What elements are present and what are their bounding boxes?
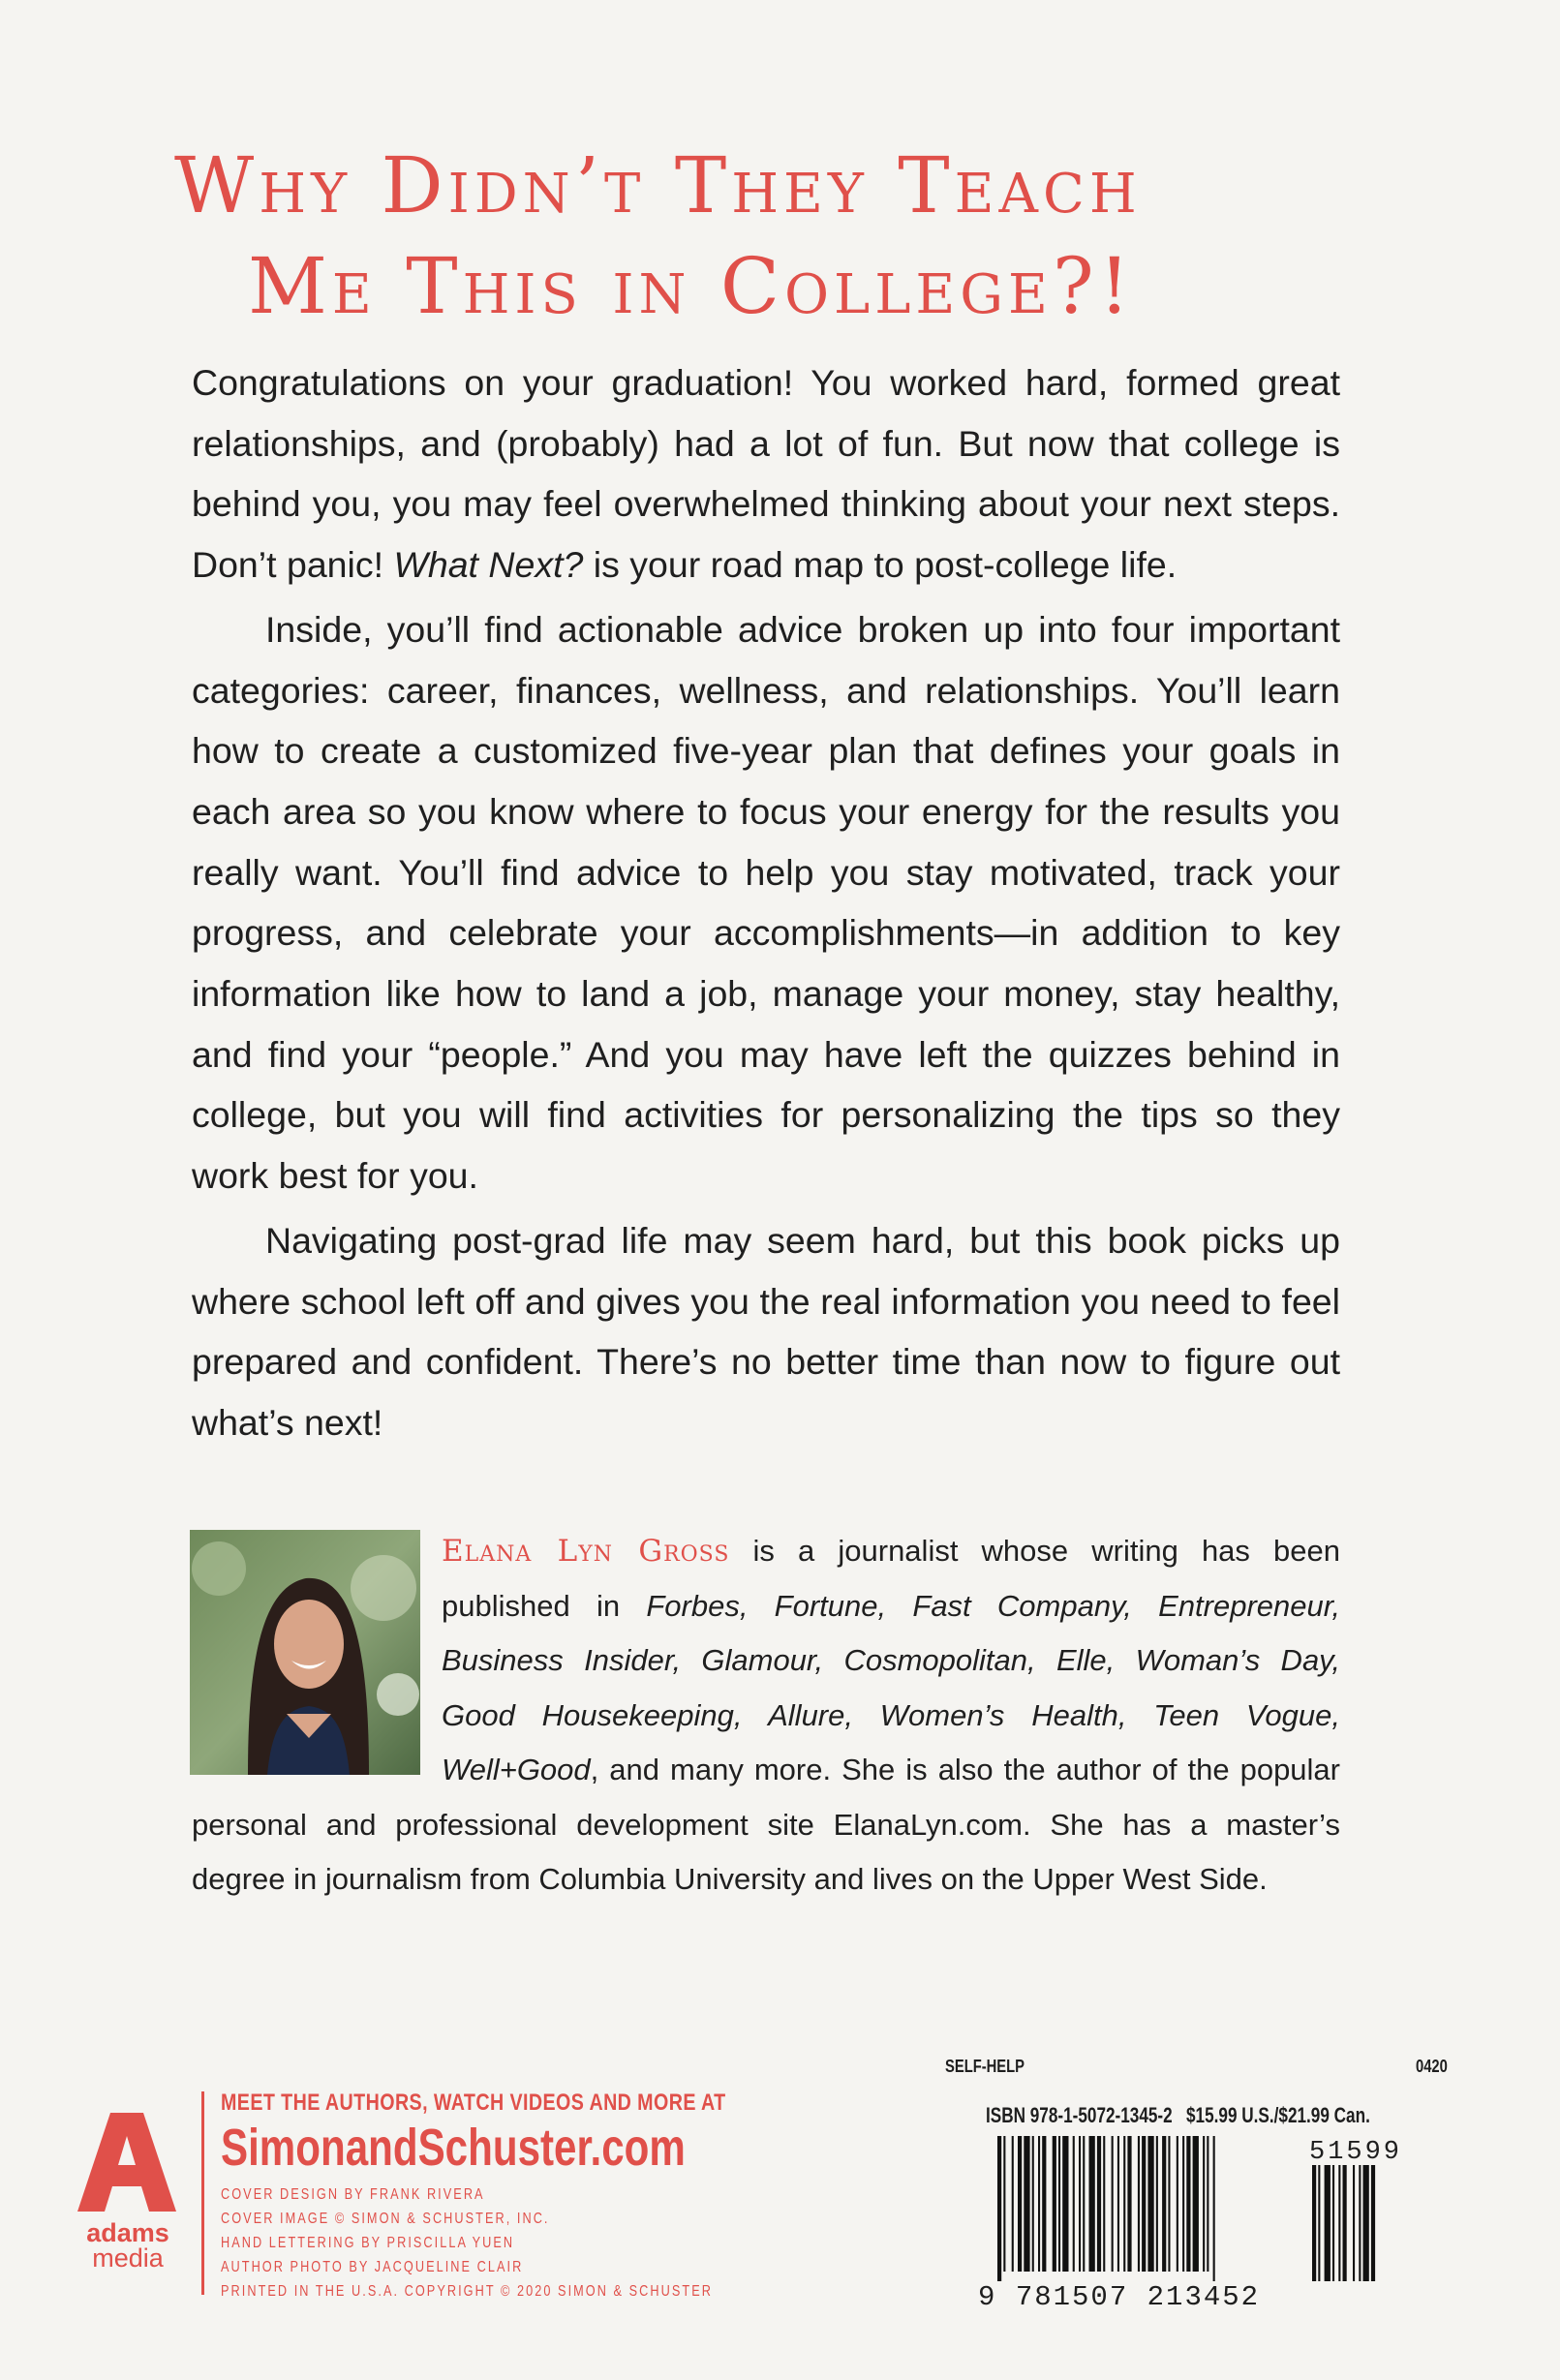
print-code: 0420 xyxy=(1416,2057,1448,2076)
barcode-addon-bar xyxy=(1371,2165,1375,2281)
author-bio xyxy=(192,1524,1340,1907)
barcode-addon-bar xyxy=(1359,2165,1361,2281)
barcode-bar xyxy=(1193,2136,1199,2272)
logo-word-media: media xyxy=(92,2243,164,2273)
barcode-digits xyxy=(978,2281,1260,2313)
barcode-left-digits: 781507 xyxy=(1015,2281,1129,2313)
barcode-bar xyxy=(1103,2136,1105,2272)
barcode-bar xyxy=(1058,2136,1060,2272)
barcode-bar xyxy=(1207,2136,1208,2272)
barcode-bar xyxy=(1089,2136,1095,2272)
barcode-bar xyxy=(1079,2136,1081,2272)
barcode-bar xyxy=(1003,2136,1005,2272)
credit-line: HAND LETTERING BY PRISCILLA YUEN xyxy=(221,2235,515,2251)
publisher-promo xyxy=(221,2090,837,2304)
barcode-bar xyxy=(1073,2136,1075,2272)
barcode-right-digits: 213452 xyxy=(1147,2281,1261,2313)
barcode-bar xyxy=(1097,2136,1101,2272)
bio-publications: Forbes, Fortune, Fast Company, Entrepreneur, Business Insider, Glamour, Cosmopolitan, Elle, Woman’s Day, Good Housekeeping, Allure, Women’s Health, Teen Vogue, Well+Good xyxy=(442,1588,1340,1786)
barcode-bar xyxy=(1147,2136,1153,2272)
barcode-bar xyxy=(997,2136,1001,2281)
barcode-bar xyxy=(1024,2136,1029,2272)
barcode-bar xyxy=(1127,2136,1131,2272)
barcode-lead-digit: 9 xyxy=(978,2281,997,2313)
barcode-bar xyxy=(1083,2136,1085,2272)
book-title-ref: What Next? xyxy=(393,544,584,586)
description-paragraph-1 xyxy=(192,352,1340,595)
barcode-bar xyxy=(1042,2136,1046,2272)
barcode-bar xyxy=(1203,2136,1205,2272)
barcode-addon-bar xyxy=(1332,2165,1334,2281)
photo-spacer xyxy=(192,1524,442,1778)
credits xyxy=(221,2182,726,2304)
barcode-bar xyxy=(1012,2136,1014,2272)
credit-line: COVER DESIGN BY FRANK RIVERA xyxy=(221,2186,485,2203)
description-text: is your road map to post-college life. xyxy=(583,544,1178,586)
barcode-bar xyxy=(1156,2136,1158,2272)
headline-line-1: Why Didn’t They Teach xyxy=(174,140,1142,230)
author-name: Elana Lyn Gross xyxy=(442,1534,730,1569)
barcode-bar xyxy=(1186,2136,1190,2272)
promo-line: MEET THE AUTHORS, WATCH VIDEOS AND MORE AT xyxy=(221,2090,726,2116)
divider-line xyxy=(201,2091,204,2295)
credit-line: PRINTED IN THE U.S.A. COPYRIGHT © 2020 SIMON & SCHUSTER xyxy=(221,2283,713,2300)
publisher-website: SimonandSchuster.com xyxy=(221,2119,686,2177)
barcode-bar xyxy=(1117,2136,1119,2272)
barcode-addon-bar xyxy=(1363,2165,1369,2281)
adams-media-logo xyxy=(70,2109,186,2271)
barcode-bar xyxy=(1138,2136,1140,2272)
headline-line-2: Me This in College?! xyxy=(248,241,1135,331)
barcode-bar xyxy=(1053,2136,1056,2272)
shelving-category: SELF-HELP xyxy=(945,2057,1025,2076)
price: $15.99 U.S./$21.99 Can. xyxy=(1186,2103,1370,2127)
barcode-addon-digits: 51599 xyxy=(1309,2138,1403,2167)
barcode-addon-bar xyxy=(1312,2165,1316,2281)
barcode-bar xyxy=(1162,2136,1166,2272)
barcode-bar xyxy=(1112,2136,1114,2272)
barcode-addon-bar xyxy=(1343,2165,1347,2281)
barcode-bar xyxy=(1038,2136,1040,2272)
barcode-addon-bar xyxy=(1338,2165,1340,2281)
barcode-bar xyxy=(1032,2136,1034,2272)
barcode-addon-bar xyxy=(1353,2165,1355,2281)
barcode-bar xyxy=(1177,2136,1178,2272)
barcode-bar xyxy=(1182,2136,1184,2272)
bio-intro: is a journalist whose writing has been published in xyxy=(442,1534,1340,1623)
barcode-bar xyxy=(1018,2136,1022,2272)
barcode-addon-bar xyxy=(1318,2165,1320,2281)
barcode-addon-bar xyxy=(1325,2165,1331,2281)
description-text: Congratulations on your graduation! You worked hard, formed great relationships, and (probably) had a lot of fun. But now that college is behind you, you may feel overwhelmed thinking about your next steps. Don’t panic! xyxy=(192,362,1340,586)
isbn-price-line xyxy=(986,2103,1370,2128)
barcode-bar xyxy=(1062,2136,1068,2272)
back-cover-headline xyxy=(174,136,1394,337)
description-paragraph-2: Inside, you’ll find actionable advice broken up into four important categories: career, finances, wellness, and relationships. You’ll learn how to create a customized five-year plan that defines your goals in each area so you know where to focus your energy for the results you really want. You’ll find advice to help you stay motivated, track your progress, and celebrate your accomplishments—in addition to key information like how to land a job, manage your money, stay healthy, and find your “people.” And you may have left the quizzes behind in college, but you will find activities for personalizing the tips so they work best for you. xyxy=(192,608,1340,1197)
description-paragraph-3: Navigating post-grad life may seem hard, but this book picks up where school left off and gives you the real information you need to feel prepared and confident. There’s no better time than now to figure out what’s next! xyxy=(192,1219,1340,1443)
barcode-bar xyxy=(1123,2136,1125,2272)
barcode-bar xyxy=(1142,2136,1146,2272)
credit-line: AUTHOR PHOTO BY JACQUELINE CLAIR xyxy=(221,2259,524,2275)
credit-line: COVER IMAGE © SIMON & SCHUSTER, INC. xyxy=(221,2211,550,2227)
barcode-bar xyxy=(1213,2136,1215,2281)
isbn: ISBN 978-1-5072-1345-2 xyxy=(986,2103,1173,2127)
bio-rest: , and many more. She is also the author of the popular personal and professional development site ElanaLyn.com. She has a master’s degree in journalism from Columbia University and lives on the Upper West Side. xyxy=(192,1753,1340,1896)
barcode-bar xyxy=(1168,2136,1170,2272)
a-logo-icon xyxy=(74,2109,180,2215)
book-description xyxy=(192,352,1340,1453)
logo-word-adams: adams xyxy=(86,2218,169,2247)
